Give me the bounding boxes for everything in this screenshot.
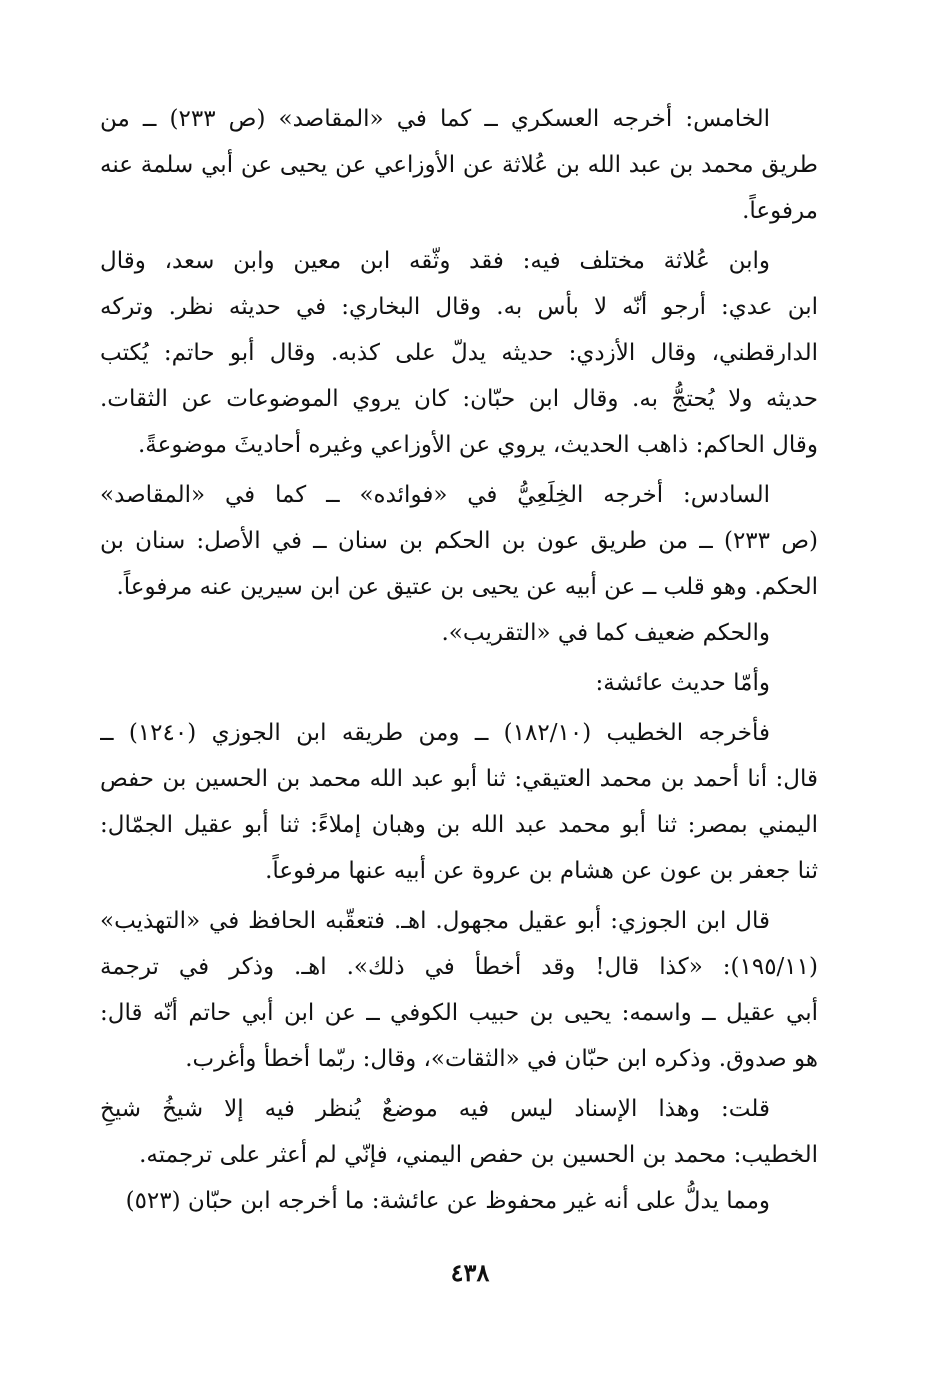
text-line: مرفوعاً. — [742, 198, 818, 224]
text-line: هو صدوق. وذكره ابن حبّان في «الثقات»، وقال: ربّما أخطأ وأغرب. — [185, 1046, 818, 1072]
text-line: (١٩٥/١١): «كذا قال! وقد أخطأ في ذلك». اهـ. وذكر في ترجمة — [100, 954, 818, 980]
paragraph-aisha-heading — [100, 660, 818, 706]
text-line: الحكم. وهو قلب ــ عن أبيه عن يحيى بن عتيق عن ابن سيرين عنه مرفوعاً. — [116, 574, 818, 600]
text-line: الخطيب: محمد بن الحسين بن حفص اليمني، فإنّي لم أعثر على ترجمته. — [139, 1142, 818, 1168]
text-line: ثنا جعفر بن عون عن هشام بن عروة عن أبيه عنها مرفوعاً. — [265, 858, 818, 884]
paragraph-ibn-ulatha — [100, 238, 818, 468]
text-line: ومما يدلُّ على أنه غير محفوظ عن عائشة: ما أخرجه ابن حبّان (٥٢٣) — [125, 1188, 770, 1214]
paragraph-ibn-hibban — [100, 1178, 818, 1224]
text-line: حديثه ولا يُحتجُّ به. وقال ابن حبّان: كان يروي الموضوعات عن الثقات. — [100, 386, 818, 412]
text-line: طريق محمد بن عبد الله بن عُلاثة عن الأوزاعي عن يحيى عن أبي سلمة عنه — [100, 152, 818, 178]
text-line: الخامس: أخرجه العسكري ــ كما في «المقاصد» (ص ٢٣٣) ــ من — [100, 106, 770, 132]
page-body — [100, 96, 818, 1276]
paragraph-hakam-weak — [100, 610, 818, 656]
text-line: (ص ٢٣٣) ــ من طريق عون بن الحكم بن سنان ــ في الأصل: سنان بن — [100, 528, 818, 554]
text-line: والحكم ضعيف كما في «التقريب». — [441, 620, 770, 646]
page-number: ٤٣٨ — [450, 1258, 490, 1287]
text-line: فأخرجه الخطيب (١٨٢/١٠) ــ ومن طريقه ابن الجوزي (١٢٤٠) ــ — [100, 720, 770, 746]
paragraph-ibn-jawzi — [100, 898, 818, 1082]
text-line: وقال الحاكم: ذاهب الحديث، يروي عن الأوزاعي وغيره أحاديثَ موضوعةً. — [137, 432, 818, 458]
text-line: قلت: وهذا الإسناد ليس فيه موضعٌ يُنظر فيه إلا شيخُ شيخِ — [100, 1096, 770, 1122]
text-line: السادس: أخرجه الخِلَعِيُّ في «فوائده» ــ كما في «المقاصد» — [100, 482, 770, 508]
text-line: اليمني بمصر: ثنا أبو محمد عبد الله بن وهبان إملاءً: ثنا أبو عقيل الجمّال: — [100, 812, 818, 838]
paragraph-author-comment — [100, 1086, 818, 1178]
text-line: الدارقطني، وقال الأزدي: حديثه يدلّ على كذبه. وقال أبو حاتم: يُكتب — [100, 340, 818, 366]
paragraph-khatib-narration — [100, 710, 818, 894]
text-line: وابن عُلاثة مختلف فيه: فقد وثّقه ابن معين وابن سعد، وقال — [100, 248, 770, 274]
text-line: قال ابن الجوزي: أبو عقيل مجهول. اهـ. فتعقّبه الحافظ في «التهذيب» — [100, 908, 770, 934]
paragraph-6th-narration — [100, 472, 818, 610]
text-line: قال: أنا أحمد بن محمد العتيقي: ثنا أبو عبد الله محمد بن الحسين بن حفص — [100, 766, 818, 792]
text-line: وأمّا حديث عائشة: — [595, 670, 770, 696]
text-line: ابن عدي: أرجو أنّه لا بأس به. وقال البخاري: في حديثه نظر. وتركه — [100, 294, 818, 320]
paragraph-5th-narration — [100, 96, 818, 234]
text-line: أبي عقيل ــ واسمه: يحيى بن حبيب الكوفي ــ عن ابن أبي حاتم أنّه قال: — [100, 1000, 818, 1026]
